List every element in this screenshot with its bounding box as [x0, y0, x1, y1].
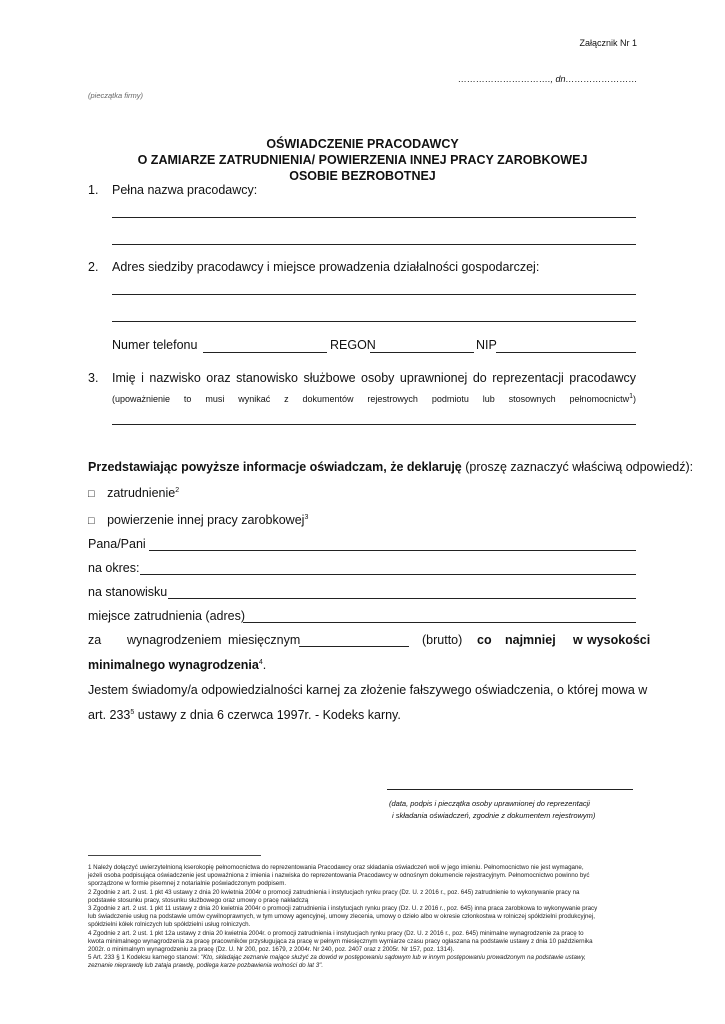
- salary-word-wynagrodzeniem: wynagrodzeniem: [127, 633, 222, 647]
- item-1-label: Pełna nazwa pracodawcy:: [112, 183, 258, 197]
- nip-field[interactable]: [496, 352, 636, 353]
- footnote-line: sporządzone w formie pisemnej z notarialnie poświadczonym podpisem.: [88, 880, 287, 888]
- workplace-label: miejsce zatrudnienia (adres): [88, 609, 246, 623]
- signature-caption-1: (data, podpis i pieczątka osoby uprawnionej do reprezentacji: [389, 799, 590, 808]
- item-2-number: 2.: [88, 260, 99, 274]
- address-line-2[interactable]: [112, 321, 636, 322]
- salary-word-za: za: [88, 633, 102, 647]
- footnotes: [88, 864, 636, 971]
- footnote-line: 4 Zgodnie z art. 2 ust. 1 pkt 12a ustawy z dnia 20 kwietnia 2004r. o promocji zatrudnienia i instytucjach rynku pracy (Dz. U. z 2016 r., poz. 645) minimalne wynagrodzenie za pracę to: [88, 929, 584, 937]
- item-1-number: 1.: [88, 183, 99, 197]
- period-field[interactable]: [140, 574, 636, 575]
- regon-field[interactable]: [370, 352, 474, 353]
- footnote-line: 2002r. o minimalnym wynagrodzeniu za pracę (Dz. U. Nr 200, poz. 1679, z 2004r. Nr 240, poz. 2407 oraz z 2005r. Nr 157, poz. 1314).: [88, 946, 455, 954]
- workplace-field[interactable]: [243, 622, 636, 623]
- date-line: …………………………., dn……………………: [458, 74, 638, 84]
- option-employment[interactable]: [88, 484, 179, 502]
- footnote-line: kwota minimalnego wynagrodzenia za pracę pracowników przysługująca za pracę w pełnym miesięcznym wymiarze czasu pracy ogłaszana na podstawie ustawy z dnia 10 października: [88, 937, 593, 945]
- regon-label: REGON: [330, 338, 376, 352]
- employer-name-line-2[interactable]: [112, 244, 636, 245]
- responsibility-line-2: art. $233^5$ ustawy z dnia 6 czerwca 1997r. - Kodeks karny.: [88, 708, 401, 722]
- footnote-line: zeznanie nieprawdę lub zataja prawdę, podlega karze pozbawienia wolności do lat 3".: [88, 962, 324, 970]
- phone-field[interactable]: [203, 352, 327, 353]
- position-field[interactable]: [168, 598, 636, 599]
- phone-label: Numer telefonu: [112, 338, 198, 352]
- pan-pani-label: Pana/Pani: [88, 537, 146, 551]
- option-other-work-label: powierzenie innej pracy zarobkowej$^3$: [107, 513, 309, 527]
- footnote-line: spółdzielni kółek rolniczych lub spółdzielni usług rolniczych.: [88, 921, 251, 929]
- item-3-label: Imię i nazwisko oraz stanowisko służbowe osoby uprawnionej do reprezentacji pracodawcy: [112, 371, 636, 385]
- item-3-note: (upoważnienie to musi wynikać z dokumentów rejestrowych podmiotu lub stosownych pełnomocnictw$^1$): [112, 393, 636, 404]
- salary-word-wysokosci: wysokości: [587, 633, 651, 647]
- title-line-1: OŚWIADCZENIE PRACODAWCY: [266, 137, 459, 151]
- declaration-intro: Przedstawiając powyższe informacje oświadczam, że deklaruję (proszę zaznaczyć właściwą odpowiedź):: [88, 460, 694, 474]
- salary-word-najmniej: najmniej: [505, 633, 556, 647]
- salary-word-miesiecznym: miesięcznym: [228, 633, 301, 647]
- footnote-separator: [88, 855, 261, 856]
- option-employment-label: zatrudnienie$^2$: [107, 486, 180, 500]
- footnote-line: 2 Zgodnie z art. 2 ust. 1 pkt 43 ustawy z dnia 20 kwietnia 2004r o promocji zatrudnienia i instytucjach rynku pracy (Dz. U. z 2016 r., poz. 645) zatrudnienie to wykonywanie pracy na: [88, 888, 580, 896]
- representative-line[interactable]: [112, 424, 636, 425]
- salary-word-w: w: [573, 633, 583, 647]
- item-3-number: 3.: [88, 371, 99, 385]
- nip-label: NIP: [476, 338, 497, 352]
- period-label: na okres:: [88, 561, 140, 575]
- employer-name-line-1[interactable]: [112, 217, 636, 218]
- footnote-line: 3 Zgodnie z art. 2 ust. 1 pkt 11 ustawy z dnia 20 kwietnia 2004r o promocji zatrudnienia i instytucjach rynku pracy (Dz. U. z 2016 r., poz. 645) inna praca zarobkowa to wykonywanie pracy: [88, 905, 598, 913]
- signature-line[interactable]: [387, 789, 633, 790]
- footnote-line: 5 Art. 233 § 1 Kodeksu karnego stanowi: "Kto, składając zeznanie mające służyć za dowód w postępowaniu sądowym lub w innym postępowaniu prowadzonym na podstawie ustawy,: [88, 954, 586, 962]
- salary-field[interactable]: [299, 646, 409, 647]
- footnote-line: lub świadczenie usług na podstawie umów cywilnoprawnych, w tym umowy agencyjnej, umowy zlecenia, umowy o dzieło albo w okresie członkostwa w rolniczej spółdzielni produkcyjnej,: [88, 913, 595, 921]
- signature-caption-2: i składania oświadczeń, zgodnie z dokumentem rejestrowym): [392, 811, 596, 820]
- footnote-line: podstawie stosunku pracy, stosunku służbowego oraz umowy o pracę nakładczą: [88, 896, 309, 904]
- title-line-3: OSOBIE BEZROBOTNEJ: [289, 169, 436, 183]
- pan-pani-field[interactable]: [149, 550, 636, 551]
- footnote-line: 1 Należy dołączyć uwierzytelnioną kserokopię pełnomocnictwa do reprezentowania Pracodawcy oraz składania oświadczeń woli w jego imieniu. Pełnomocnictwo nie jest wymagane,: [88, 864, 584, 871]
- salary-word-brutto: (brutto): [422, 633, 463, 647]
- position-label: na stanowisku: [88, 585, 168, 599]
- address-line-1[interactable]: [112, 294, 636, 295]
- responsibility-line-1: Jestem świadomy/a odpowiedzialności karnej za złożenie fałszywego oświadczenia, o której mowa w: [88, 683, 648, 697]
- attachment-number: Załącznik Nr 1: [579, 38, 637, 48]
- salary-word-co: co: [477, 633, 492, 647]
- stamp-label: (pieczątka firmy): [88, 91, 144, 100]
- checkbox-other-work[interactable]: □: [88, 515, 95, 527]
- footnote-line: jeżeli osoba podpisująca oświadczenie jest upoważniona z imienia i nazwiska do reprezentowania Pracodawcy w odnośnym dokumencie rejestracyjnym. Pełnomocnictwo powinno być: [88, 872, 590, 880]
- min-wage-line: minimalnego wynagrodzenia$^4$.: [88, 658, 267, 672]
- title-line-2: O ZAMIARZE ZATRUDNIENIA/ POWIERZENIA INNEJ PRACY ZAROBKOWEJ: [137, 153, 588, 167]
- item-2-label: Adres siedziby pracodawcy i miejsce prowadzenia działalności gospodarczej:: [112, 260, 540, 274]
- checkbox-employment[interactable]: □: [88, 488, 95, 500]
- option-other-work[interactable]: [88, 511, 308, 529]
